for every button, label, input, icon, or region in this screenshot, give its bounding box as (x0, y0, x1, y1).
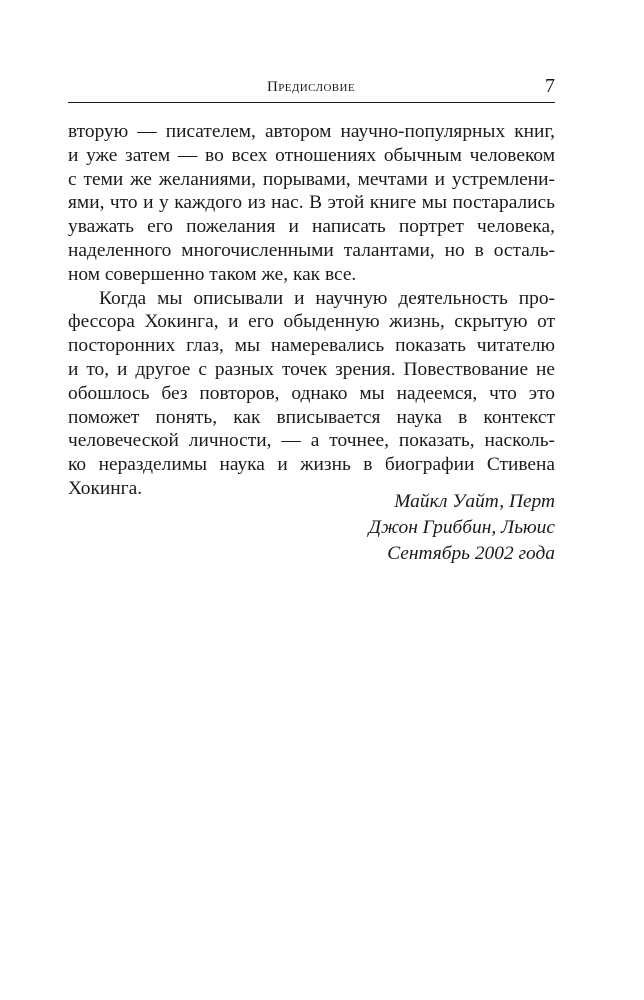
text-line: обошлось без повторов, однако мы надеемся, что это (68, 382, 555, 404)
text-line: и уже затем — во всех отношениях обычным человеком (68, 144, 555, 166)
text-line: с теми же желаниями, порывами, мечтами и устремлени- (68, 168, 555, 190)
text-line: фессора Хокинга, и его обыденную жизнь, скрытую от (68, 311, 555, 333)
text-line: ном совершенно таком же, как все. (68, 263, 357, 285)
text-line: Хокинга. (68, 477, 143, 499)
paragraph-1 (68, 120, 555, 287)
signature-line: Майкл Уайт, Перт (394, 491, 555, 512)
text-line: ями, что и у каждого из нас. В этой книге мы постарались (68, 192, 555, 214)
signature-line: Джон Гриббин, Льюис (368, 517, 555, 538)
text-line: посторонних глаз, мы намеревались показать читателю (68, 335, 555, 357)
text-line: наделенного многочисленными талантами, но в осталь- (68, 239, 555, 261)
text-line: ко неразделимы наука и жизнь в биографии Стивена (68, 454, 555, 476)
running-head (68, 72, 555, 103)
text-line: поможет понять, как вписывается наука в контекст (68, 406, 555, 428)
signature-block (369, 489, 555, 567)
text-line: уважать его пожелания и написать портрет человека, (68, 216, 555, 238)
running-title: Предисловие (267, 79, 355, 95)
signature-line: Сентябрь 2002 года (387, 543, 555, 564)
page-number: 7 (545, 75, 555, 97)
paragraph-2 (68, 287, 555, 501)
body-text (68, 120, 555, 501)
text-line: и то, и другое с разных точек зрения. Повествование не (68, 358, 555, 380)
text-line: Когда мы описывали и научную деятельность про- (99, 287, 555, 309)
text-line: вторую — писателем, автором научно-популярных книг, (68, 121, 555, 142)
text-line: человеческой личности, — а точнее, показать, насколь- (68, 430, 555, 452)
